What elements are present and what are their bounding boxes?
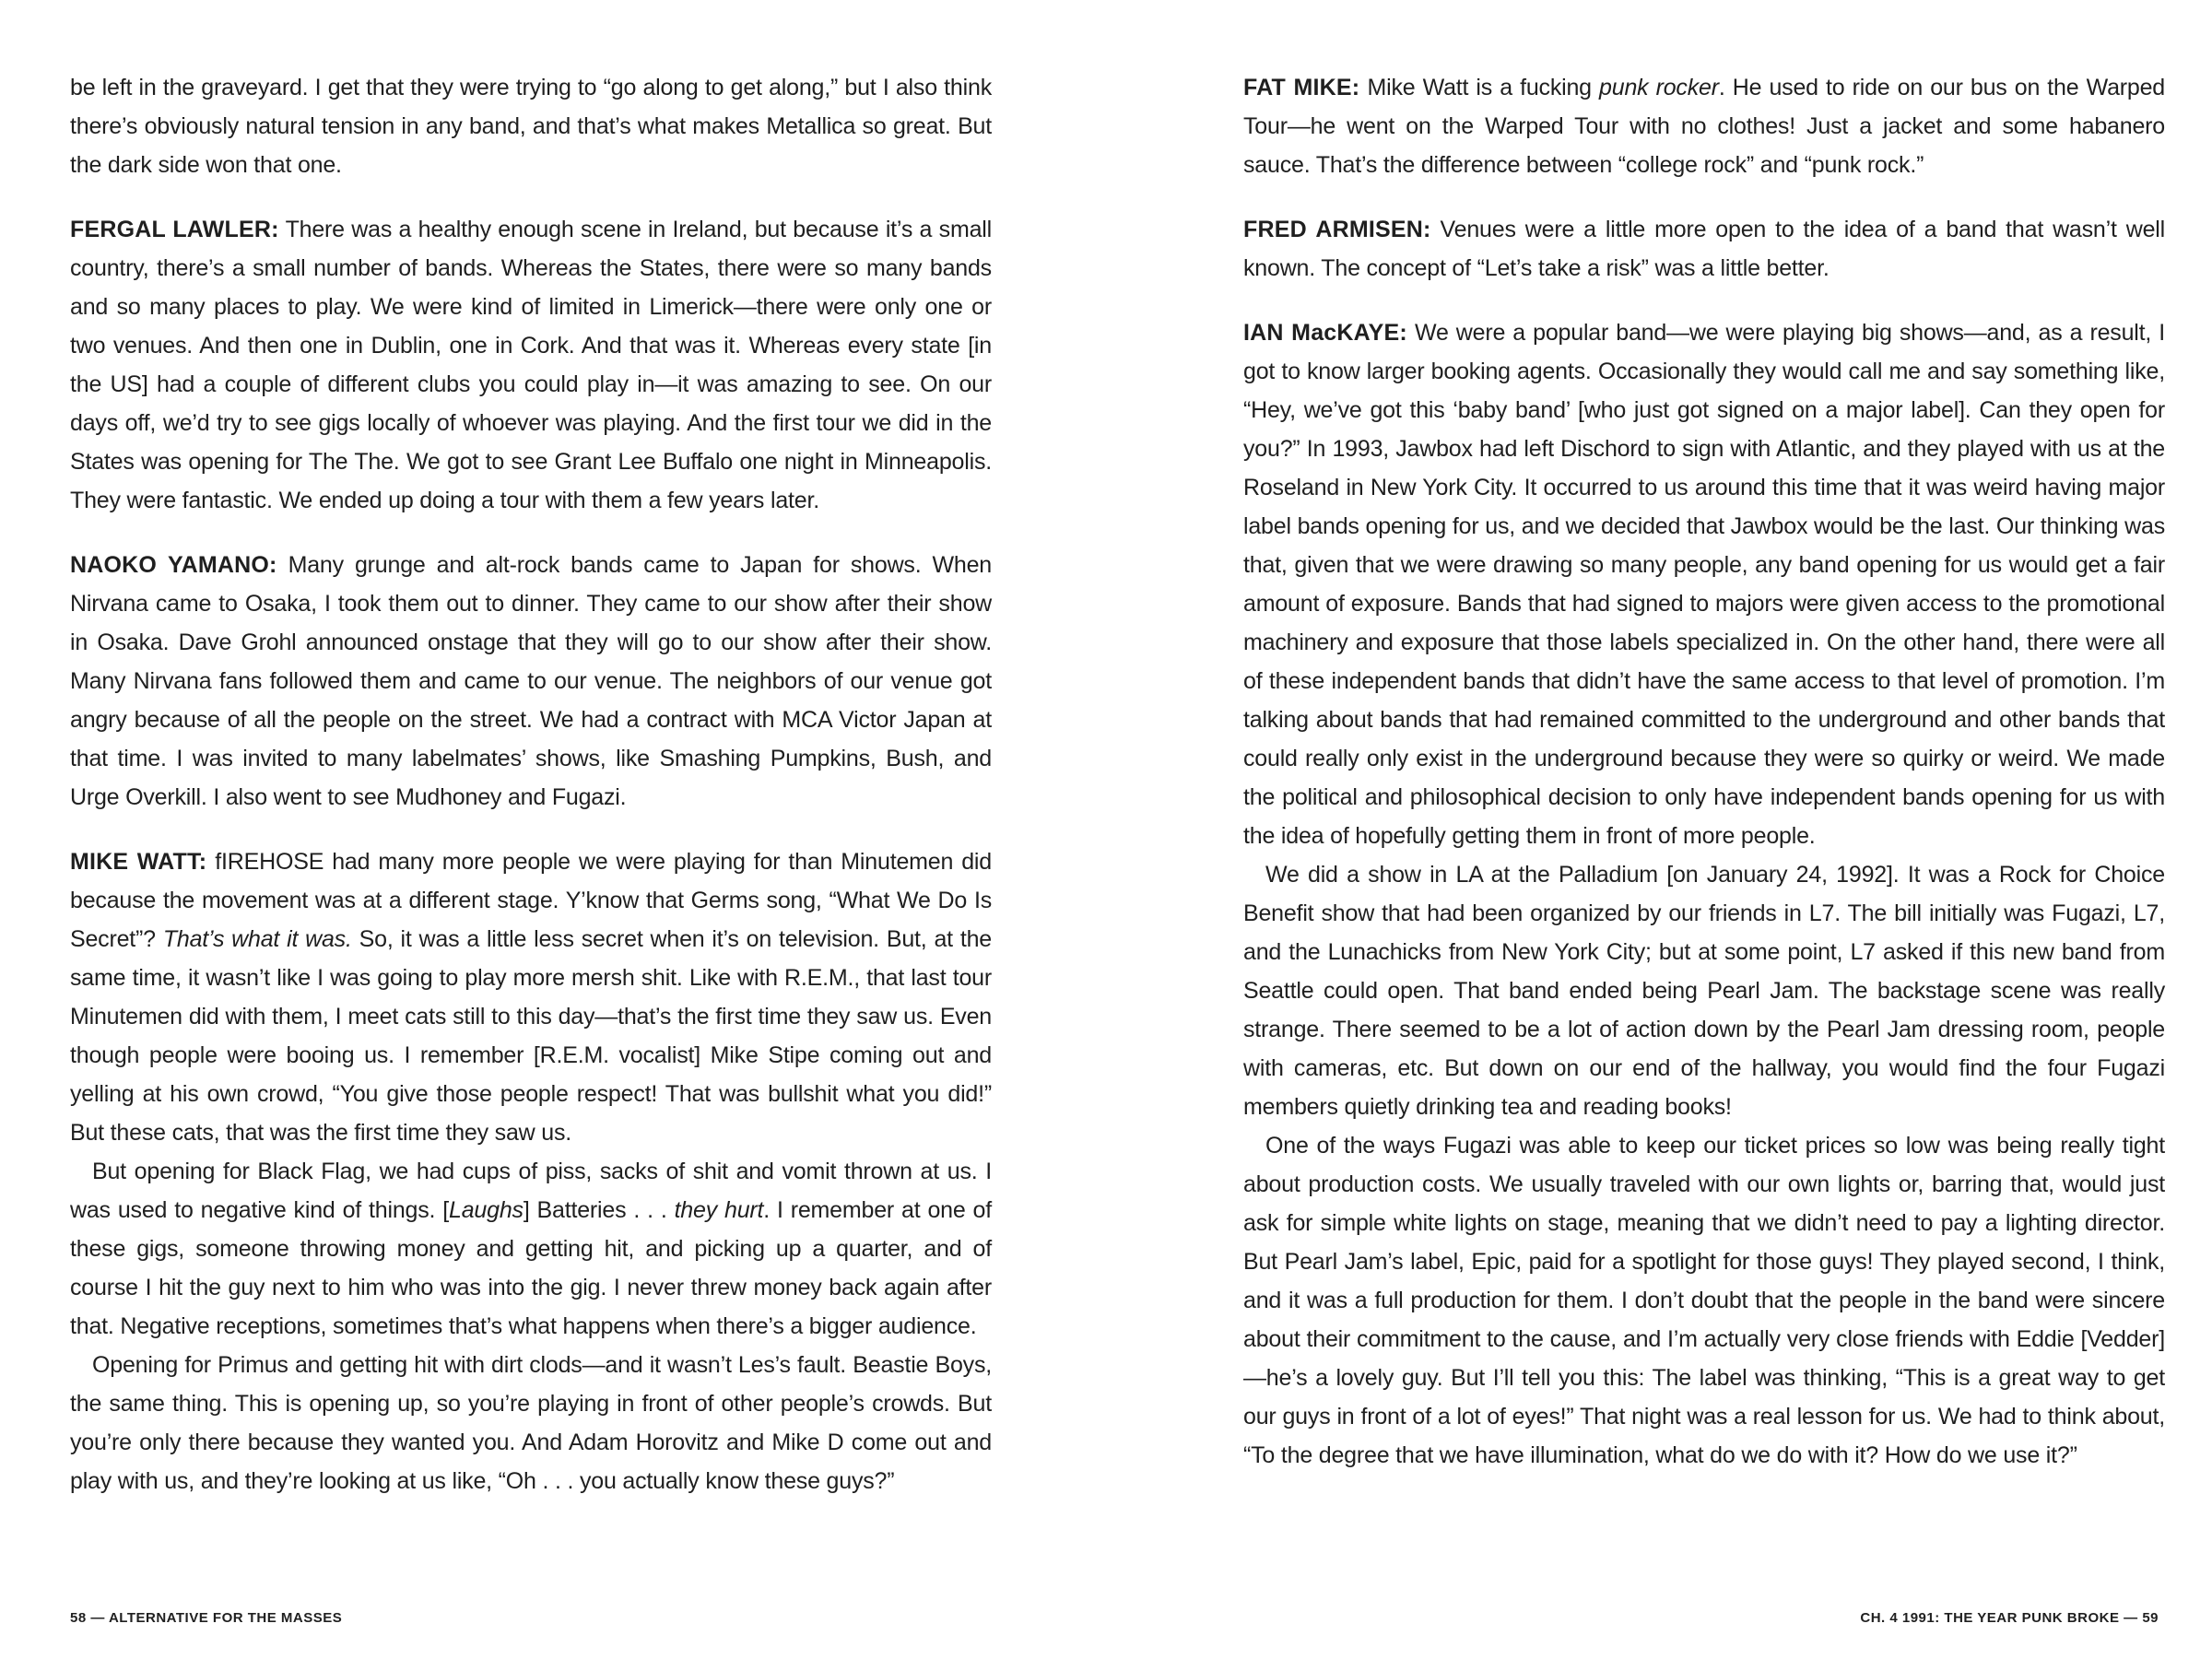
quote-text: . I remember at one of these gigs, someone throwing money and getting hit, and picking up a quarter, and of course I hit the guy next to him who was into the gig. I never threw money back again after that. Negative receptions, sometimes that’s what happens when there’s a bigger audience.: [70, 1197, 992, 1339]
italic-text: punk rocker: [1599, 75, 1719, 100]
interview-paragraph: [70, 210, 992, 520]
paragraph: be left in the graveyard. I get that they were trying to “go along to get along,” but I also think there’s obviously natural tension in any band, and that’s what makes Metallica so great. But the dark side won that one.: [70, 75, 992, 178]
quote-text: Venues were a little more open to the idea of a band that wasn’t well known. The concept of “Let’s take a risk” was a little better.: [1243, 217, 2165, 281]
quote-text: Mike Watt is a fucking: [1359, 75, 1600, 100]
interview-paragraph: [70, 842, 992, 1152]
paragraph: Opening for Primus and getting hit with dirt clods—and it wasn’t Les’s fault. Beastie Boys, the same thing. This is opening up, so you’re playing in front of other people’s crowds. But you’re only there because they wanted you. And Adam Horovitz and Mike D come out and play with us, and they’re looking at us like, “Oh . . . you actually know these guys?”: [70, 1352, 992, 1494]
interview-paragraph: [1243, 210, 2165, 288]
quote-text: Many grunge and alt-rock bands came to Japan for shows. When Nirvana came to Osaka, I took them out to dinner. They came to our show after their show in Osaka. Dave Grohl announced onstage that they will go to our show after their show. Many Nirvana fans followed them and came to our venue. The neighbors of our venue got angry because of all the people on the street. We had a contract with MCA Victor Japan at that time. I was invited to many labelmates’ shows, like Smashing Pumpkins, Bush, and Urge Overkill. I also went to see Mudhoney and Fugazi.: [70, 552, 992, 810]
left-page: [70, 68, 992, 1500]
speaker-name: NAOKO YAMANO:: [70, 552, 277, 578]
quote-text: ] Batteries . . .: [523, 1197, 675, 1223]
quote-text: But opening for Black Flag, we had cups of piss, sacks of shit and vomit thrown at us. I was used to negative kind of things. [: [70, 1159, 992, 1223]
quote-text: There was a healthy enough scene in Ireland, but because it’s a small country, there’s a small number of bands. Whereas the States, there were so many bands and so many places to play. We were kind of limited in Limerick—there were only one or two venues. And then one in Dublin, one in Cork. And that was it. Whereas every state [in the US] had a couple of different clubs you could play in—it was amazing to see. On our days off, we’d try to see gigs locally of whoever was playing. And the first tour we did in the States was opening for The The. We got to see Grant Lee Buffalo one night in Minneapolis. They were fantastic. We ended up doing a tour with them a few years later.: [70, 217, 992, 513]
page-footer-right: CH. 4 1991: THE YEAR PUNK BROKE — 59: [1860, 1610, 2159, 1626]
paragraph: We did a show in LA at the Palladium [on January 24, 1992]. It was a Rock for Choice Benefit show that had been organized by our friends in L7. The bill initially was Fugazi, L7, and the Lunachicks from New York City; but at some point, L7 asked if this new band from Seattle could open. That band ended being Pearl Jam. The backstage scene was really strange. There seemed to be a lot of action down by the Pearl Jam dressing room, people with cameras, etc. But down on our end of the hallway, you would find the four Fugazi members quietly drinking tea and reading books!: [1243, 862, 2165, 1120]
interview-paragraph: [1243, 68, 2165, 184]
right-page: [1243, 68, 2165, 1475]
italic-text: Laughs: [449, 1197, 524, 1223]
quote-text: fIREHOSE had many more people we were playing for than Minutemen did because the movement was at a different stage. Y’know that Germs song, “What We Do Is Secret”?: [70, 849, 992, 952]
speaker-name: FAT MIKE:: [1243, 75, 1360, 100]
paragraph: [70, 1152, 992, 1346]
speaker-name: MIKE WATT:: [70, 849, 207, 875]
paragraph: One of the ways Fugazi was able to keep our ticket prices so low was being really tight about production costs. We usually traveled with our own lights or, barring that, would just ask for simple white lights on stage, meaning that we didn’t need to pay a lighting director. But Pearl Jam’s label, Epic, paid for a spotlight for those guys! They played second, I think, and it was a full production for them. I don’t doubt that the people in the band were sincere about their commitment to the cause, and I’m actually very close friends with Eddie [Vedder]—he’s a lovely guy. But I’ll tell you this: The label was thinking, “This is a great way to get our guys in front of a lot of eyes!” That night was a real lesson for us. We had to think about, “To the degree that we have illumination, what do we do with it? How do we use it?”: [1243, 1133, 2165, 1468]
speaker-name: IAN MacKAYE:: [1243, 320, 1407, 346]
italic-text: That’s what it was.: [162, 926, 352, 952]
interview-paragraph: [70, 546, 992, 817]
italic-text: they hurt: [674, 1197, 764, 1223]
page-footer-left: 58 — ALTERNATIVE FOR THE MASSES: [70, 1610, 343, 1626]
quote-text: . He used to ride on our bus on the Warped Tour—he went on the Warped Tour with no clothes! Just a jacket and some habanero sauce. That’s the difference between “college rock” and “punk rock.”: [1243, 75, 2166, 178]
interview-paragraph: [1243, 313, 2165, 855]
quote-text: We were a popular band—we were playing big shows—and, as a result, I got to know larger booking agents. Occasionally they would call me and say something like, “Hey, we’ve got this ‘baby band’ [who just got signed on a major label]. Can they open for you?” In 1993, Jawbox had left Dischord to sign with Atlantic, and they played with us at the Roseland in New York City. It occurred to us around this time that it was weird having major label bands opening for us, and we decided that Jawbox would be the last. Our thinking was that, given that we were drawing so many people, any band opening for us would get a fair amount of exposure. Bands that had signed to majors were given access to the promotional machinery and exposure that those labels specialized in. On the other hand, there were all of these independent bands that didn’t have the same access to that level of promotion. I’m talking about bands that had remained committed to the underground and other bands that could really only exist in the underground because they were so quirky or weird. We made the political and philosophical decision to only have independent bands opening for us with the idea of hopefully getting them in front of more people.: [1243, 320, 2165, 849]
quote-text: So, it was a little less secret when it’s on television. But, at the same time, it wasn’t like I was going to play more mersh shit. Like with R.E.M., that last tour Minutemen did with them, I meet cats still to this day—that’s the first time they saw us. Even though people were booing us. I remember [R.E.M. vocalist] Mike Stipe coming out and yelling at his own crowd, “You give those people respect! That was bullshit what you did!” But these cats, that was the first time they saw us.: [70, 926, 992, 1146]
speaker-name: FERGAL LAWLER:: [70, 217, 279, 242]
speaker-name: FRED ARMISEN:: [1243, 217, 1431, 242]
